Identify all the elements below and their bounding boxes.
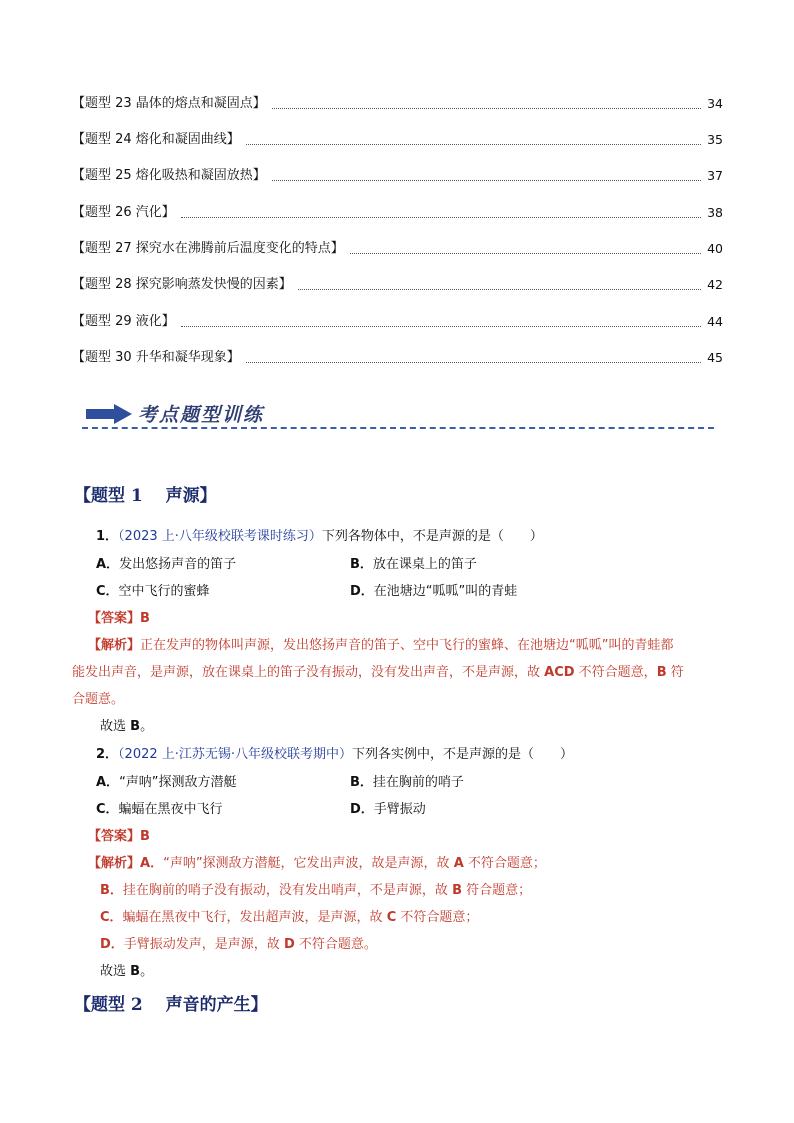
analysis-text: 正在发声的物体叫声源，发出悠扬声音的笛子、空中飞行的蜜蜂、在池塘边“呱呱”叫的青蛙都 <box>140 638 674 653</box>
analysis-line <box>88 854 546 874</box>
option-d <box>350 582 517 602</box>
toc-leader-dots <box>272 107 701 109</box>
toc-entry-page: 40 <box>707 241 723 256</box>
toc-entry-label: 【题型 24 熔化和凝固曲线】 <box>72 132 240 147</box>
toc-entry-page: 38 <box>707 205 723 220</box>
option-letter: B． <box>350 775 373 790</box>
answer-line <box>88 827 150 847</box>
option-c <box>96 800 223 820</box>
analysis-option-letter: C． <box>100 910 123 925</box>
option-text: “声呐”探测敌方潜艇 <box>119 775 237 790</box>
answer-value: B <box>140 611 150 626</box>
analysis-text: 符 <box>666 665 684 680</box>
toc-entry-page: 42 <box>707 277 723 292</box>
analysis-text: 不符合题意。 <box>294 937 377 952</box>
toc-entry-label: 【题型 25 熔化吸热和凝固放热】 <box>72 168 266 183</box>
option-letter: C． <box>96 802 119 817</box>
analysis-text: 合题意。 <box>72 692 125 707</box>
toc-leader-dots <box>272 179 701 181</box>
analysis-text: 能发出声音，是声源，放在课桌上的笛子没有振动，没有发出声音，不是声源，故 <box>72 665 545 680</box>
analysis-text: 不符合题意； <box>396 910 479 925</box>
question-text: 下列各物体中，不是声源的是（ ） <box>321 529 543 544</box>
option-a <box>96 773 237 793</box>
section-heading: 【题型 1 声源】 <box>74 486 217 506</box>
option-letter: D． <box>350 802 374 817</box>
answer-tag: 【答案】 <box>88 829 141 844</box>
toc-leader-dots <box>298 288 701 290</box>
toc-entry-label: 【题型 26 汽化】 <box>72 205 175 220</box>
toc-entry-label: 【题型 23 晶体的熔点和凝固点】 <box>72 96 266 111</box>
conclusion-line <box>100 962 153 982</box>
toc-leader-dots <box>246 143 701 145</box>
option-letter: A． <box>96 775 120 790</box>
analysis-text: “声呐”探测敌方潜艇，它发出声波，故是声源，故 <box>163 856 454 871</box>
toc-leader-dots <box>350 252 701 254</box>
toc-entry-label: 【题型 28 探究影响蒸发快慢的因素】 <box>72 277 292 292</box>
toc-entry-page: 34 <box>707 96 723 111</box>
toc-entry-page: 35 <box>707 132 723 147</box>
toc-entry-page: 45 <box>707 350 723 365</box>
toc-entry-label: 【题型 30 升华和凝华现象】 <box>72 350 240 365</box>
option-letter: A． <box>96 557 120 572</box>
question-number: 2． <box>96 747 119 762</box>
analysis-line <box>88 636 674 656</box>
toc-leader-dots <box>181 216 701 218</box>
analysis-option: D <box>283 937 295 952</box>
option-text: 蝙蝠在黑夜中飞行 <box>118 802 223 817</box>
analysis-option: ACD <box>544 665 575 680</box>
option-text: 放在课桌上的笛子 <box>372 557 477 572</box>
toc-entry-page: 37 <box>707 168 723 183</box>
toc-entry[interactable] <box>72 203 723 223</box>
analysis-tag: 【解析】 <box>88 638 141 653</box>
option-letter: D． <box>350 584 374 599</box>
toc-entry-label: 【题型 29 液化】 <box>72 314 175 329</box>
conclusion-text: 。 <box>140 719 154 734</box>
toc-entry[interactable] <box>72 348 723 368</box>
option-a <box>96 555 236 575</box>
question-text: 下列各实例中，不是声源的是（ ） <box>352 747 574 762</box>
toc-leader-dots <box>246 361 701 363</box>
option-text: 发出悠扬声音的笛子 <box>119 557 237 572</box>
toc-entry[interactable] <box>72 239 723 259</box>
toc-entry[interactable] <box>72 166 723 186</box>
question-number: 1． <box>96 529 119 544</box>
toc-entry[interactable] <box>72 94 723 114</box>
analysis-option-letter: D． <box>100 937 124 952</box>
analysis-text: 不符合题意； <box>463 856 546 871</box>
banner-divider <box>82 427 714 429</box>
banner-title: 考点题型训练 <box>138 404 265 426</box>
conclusion-line <box>100 717 153 737</box>
toc-entry-page: 44 <box>707 314 723 329</box>
toc-leader-dots <box>181 325 701 327</box>
analysis-text: 手臂振动发声，是声源，故 <box>123 937 284 952</box>
conclusion-option: B <box>130 964 141 979</box>
option-text: 手臂振动 <box>373 802 426 817</box>
conclusion-text: 故选 <box>100 964 131 979</box>
answer-line <box>88 609 150 629</box>
analysis-text: 挂在胸前的哨子没有振动，没有发出哨声，不是声源，故 <box>122 883 453 898</box>
option-d <box>350 800 426 820</box>
analysis-line <box>72 690 124 710</box>
analysis-line <box>100 935 377 955</box>
toc-entry-label: 【题型 27 探究水在沸腾前后温度变化的特点】 <box>72 241 344 256</box>
option-c <box>96 582 210 602</box>
question-stem <box>96 527 543 547</box>
analysis-line <box>100 908 478 928</box>
analysis-text: 符合题意； <box>461 883 532 898</box>
analysis-tag: 【解析】 <box>88 856 141 871</box>
analysis-text: 蝙蝠在黑夜中飞行，发出超声波，是声源，故 <box>122 910 387 925</box>
option-letter: B． <box>350 557 373 572</box>
option-text: 在池塘边“呱呱”叫的青蛙 <box>373 584 518 599</box>
answer-value: B <box>140 829 150 844</box>
option-text: 挂在胸前的哨子 <box>372 775 464 790</box>
toc-entry[interactable] <box>72 275 723 295</box>
arrow-right-icon <box>86 404 132 424</box>
analysis-option: B <box>656 665 667 680</box>
option-text: 空中飞行的蜜蜂 <box>118 584 210 599</box>
question-source: （2023 上·八年级校联考课时练习） <box>118 529 322 544</box>
analysis-option: A <box>453 856 464 871</box>
option-b <box>350 555 477 575</box>
question-stem <box>96 745 573 765</box>
toc-entry[interactable] <box>72 312 723 332</box>
option-letter: C． <box>96 584 119 599</box>
analysis-option: C <box>386 910 397 925</box>
question-source: （2022 上·江苏无锡·八年级校联考期中） <box>118 747 353 762</box>
analysis-line <box>100 881 531 901</box>
analysis-option-letter: B． <box>100 883 123 898</box>
conclusion-option: B <box>130 719 141 734</box>
toc-entry[interactable] <box>72 130 723 150</box>
section-heading: 【题型 2 声音的产生】 <box>74 995 268 1015</box>
option-b <box>350 773 464 793</box>
section-banner <box>82 398 714 432</box>
analysis-line <box>72 663 684 683</box>
analysis-option: B <box>452 883 462 898</box>
answer-tag: 【答案】 <box>88 611 141 626</box>
analysis-option-letter: A． <box>140 856 164 871</box>
analysis-text: 不符合题意， <box>574 665 657 680</box>
conclusion-text: 故选 <box>100 719 131 734</box>
conclusion-text: 。 <box>140 964 154 979</box>
